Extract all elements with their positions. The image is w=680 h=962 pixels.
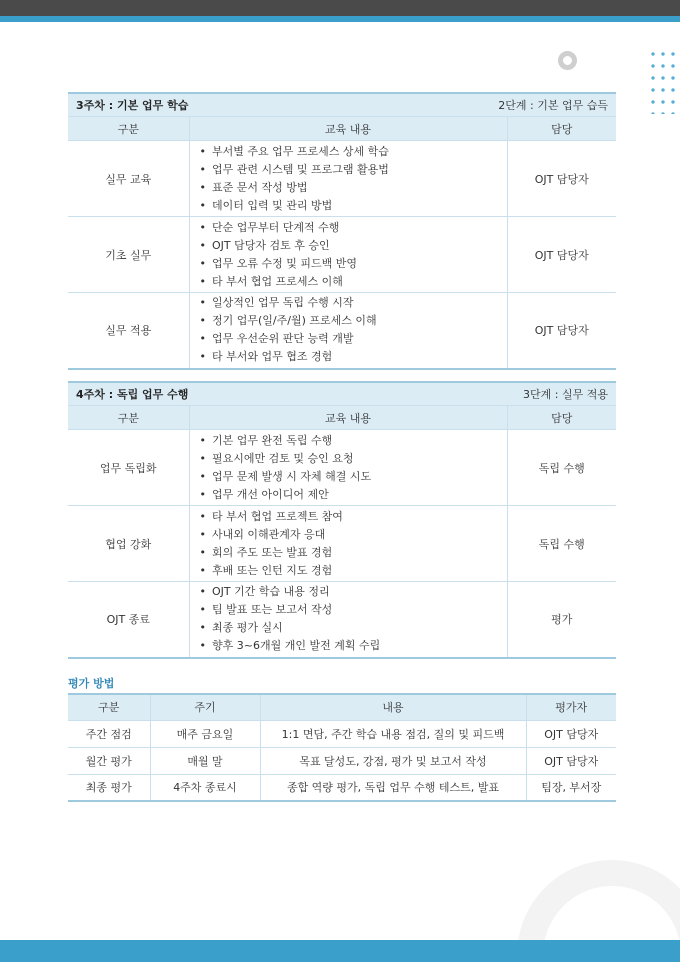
category-cell: 업무 독립화 <box>68 430 189 506</box>
list-item: • 타 부서와 업무 협조 경험 <box>200 348 507 366</box>
eval-cycle-cell: 4주차 종료시 <box>150 774 260 801</box>
column-header: 구분 <box>68 117 189 141</box>
eval-cycle-cell: 매주 금요일 <box>150 720 260 747</box>
list-item: • 업무 관련 시스템 및 프로그램 활용법 <box>200 161 507 179</box>
week4-header-row <box>68 406 616 430</box>
list-item: • 회의 주도 또는 발표 경험 <box>200 544 507 562</box>
table-row <box>68 430 616 506</box>
bottom-accent-bar <box>0 940 680 962</box>
table-row <box>68 747 616 774</box>
week3-table <box>68 116 616 370</box>
list-item: • 표준 문서 작성 방법 <box>200 179 507 197</box>
owner-cell: 평가 <box>507 582 616 658</box>
column-header: 교육 내용 <box>189 117 507 141</box>
top-header-bar <box>0 0 680 16</box>
week4-header <box>68 381 616 405</box>
list-item: • OJT 기간 학습 내용 정리 <box>200 583 507 601</box>
week3-header <box>68 92 616 116</box>
owner-cell: OJT 담당자 <box>507 293 616 369</box>
table-row <box>68 293 616 369</box>
owner-cell: OJT 담당자 <box>507 217 616 293</box>
column-header: 교육 내용 <box>189 406 507 430</box>
content-cell <box>189 293 507 369</box>
list-item: • 타 부서 협업 프로세스 이해 <box>200 273 507 291</box>
list-item: • 필요시에만 검토 및 승인 요청 <box>200 450 507 468</box>
evaluation-title: 평가 방법 <box>68 677 115 690</box>
list-item: • 향후 3~6개월 개인 발전 계획 수립 <box>200 637 507 655</box>
column-header: 내용 <box>260 694 526 720</box>
decorative-dot-grid-icon <box>648 48 680 114</box>
eval-evaluator-cell: OJT 담당자 <box>526 720 616 747</box>
eval-evaluator-cell: 팀장, 부서장 <box>526 774 616 801</box>
owner-cell: 독립 수행 <box>507 430 616 506</box>
list-item: • 기본 업무 완전 독립 수행 <box>200 432 507 450</box>
list-item: • 업무 우선순위 판단 능력 개발 <box>200 330 507 348</box>
list-item: • 부서별 주요 업무 프로세스 상세 학습 <box>200 143 507 161</box>
eval-type-cell: 주간 점검 <box>68 720 150 747</box>
list-item: • 단순 업무부터 단계적 수행 <box>200 219 507 237</box>
table-row <box>68 720 616 747</box>
table-row <box>68 506 616 582</box>
list-item: • 업무 문제 발생 시 자체 해결 시도 <box>200 468 507 486</box>
eval-type-cell: 최종 평가 <box>68 774 150 801</box>
column-header: 담당 <box>507 117 616 141</box>
week4-section <box>68 381 616 659</box>
category-cell: 실무 적용 <box>68 293 189 369</box>
decorative-ring-icon <box>558 51 577 70</box>
eval-cycle-cell: 매월 말 <box>150 747 260 774</box>
eval-type-cell: 월간 평가 <box>68 747 150 774</box>
table-row <box>68 141 616 217</box>
list-item: • 후배 또는 인턴 지도 경험 <box>200 562 507 580</box>
evaluation-header-row <box>68 694 616 720</box>
category-cell: OJT 종료 <box>68 582 189 658</box>
table-row <box>68 217 616 293</box>
category-cell: 실무 교육 <box>68 141 189 217</box>
column-header: 담당 <box>507 406 616 430</box>
column-header: 구분 <box>68 694 150 720</box>
owner-cell: 독립 수행 <box>507 506 616 582</box>
list-item: • 팀 발표 또는 보고서 작성 <box>200 601 507 619</box>
list-item: • 최종 평가 실시 <box>200 619 507 637</box>
list-item: • 업무 개선 아이디어 제안 <box>200 486 507 504</box>
evaluation-table <box>68 693 616 802</box>
evaluation-section <box>68 693 616 802</box>
week3-stage: 2단계 : 기본 업무 습득 <box>498 99 608 112</box>
week3-title: 3주차 : 기본 업무 학습 <box>76 99 189 112</box>
column-header: 평가자 <box>526 694 616 720</box>
eval-content-cell: 종합 역량 평가, 독립 업무 수행 테스트, 발표 <box>260 774 526 801</box>
list-item: • 정기 업무(일/주/월) 프로세스 이해 <box>200 312 507 330</box>
eval-content-cell: 목표 달성도, 강점, 평가 및 보고서 작성 <box>260 747 526 774</box>
week3-header-row <box>68 117 616 141</box>
list-item: • 일상적인 업무 독립 수행 시작 <box>200 294 507 312</box>
list-item: • 데이터 입력 및 관리 방법 <box>200 197 507 215</box>
table-row <box>68 774 616 801</box>
column-header: 주기 <box>150 694 260 720</box>
list-item: • 업무 오류 수정 및 피드백 반영 <box>200 255 507 273</box>
list-item: • 사내외 이해관계자 응대 <box>200 526 507 544</box>
week4-stage: 3단계 : 실무 적용 <box>523 388 608 401</box>
content-cell <box>189 430 507 506</box>
table-row <box>68 582 616 658</box>
content-cell <box>189 506 507 582</box>
content-cell <box>189 217 507 293</box>
content-cell <box>189 141 507 217</box>
eval-evaluator-cell: OJT 담당자 <box>526 747 616 774</box>
category-cell: 기초 실무 <box>68 217 189 293</box>
owner-cell: OJT 담당자 <box>507 141 616 217</box>
week3-section <box>68 92 616 370</box>
category-cell: 협업 강화 <box>68 506 189 582</box>
column-header: 구분 <box>68 406 189 430</box>
list-item: • 타 부서 협업 프로젝트 참여 <box>200 508 507 526</box>
content-cell <box>189 582 507 658</box>
week4-title: 4주차 : 독립 업무 수행 <box>76 388 189 401</box>
list-item: • OJT 담당자 검토 후 승인 <box>200 237 507 255</box>
eval-content-cell: 1:1 면담, 주간 학습 내용 점검, 질의 및 피드백 <box>260 720 526 747</box>
week4-table <box>68 405 616 659</box>
top-accent-stripe <box>0 16 680 22</box>
